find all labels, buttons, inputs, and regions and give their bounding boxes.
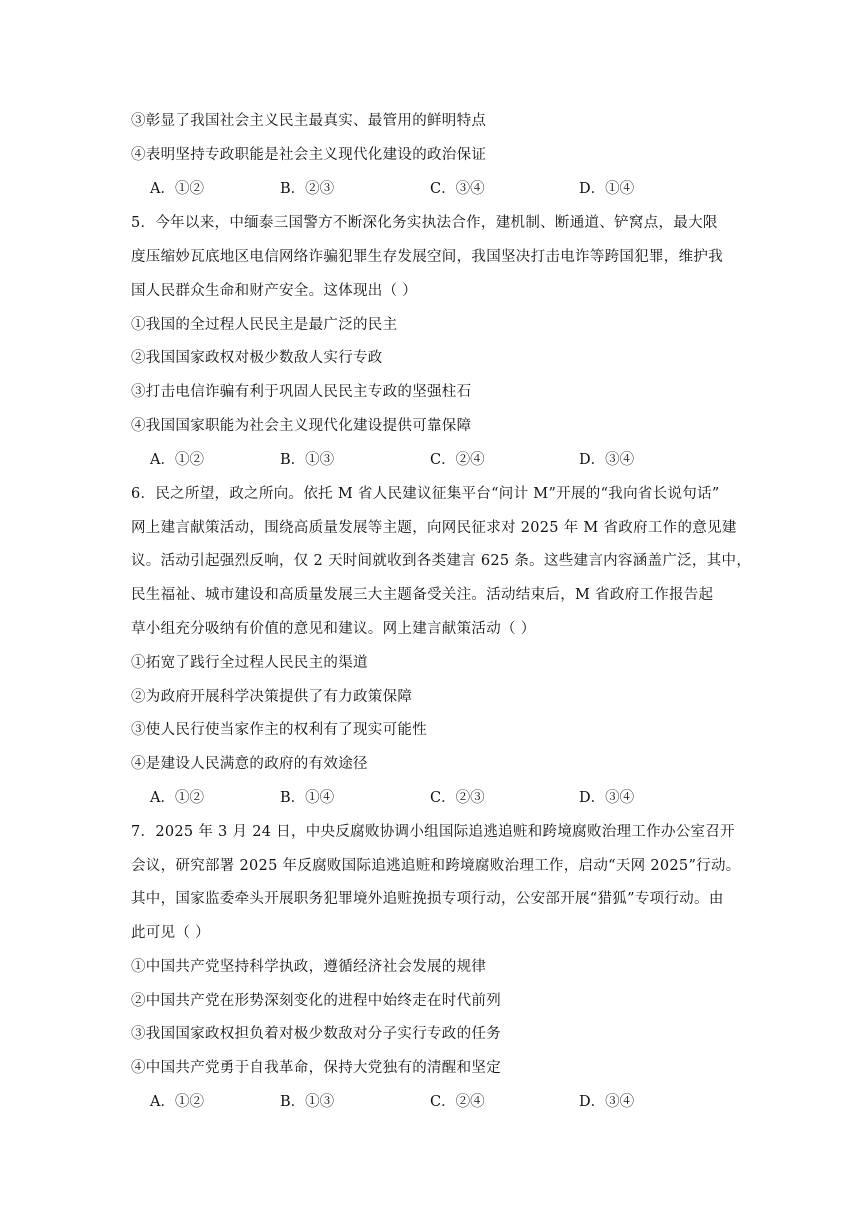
statement-line: ②中国共产党在形势深刻变化的进程中始终走在时代前列 <box>131 993 501 1009</box>
statement-line: ④是建设人民满意的政府的有效途径 <box>131 756 368 772</box>
question-stem-line: 其中，国家监委牵头开展职务犯罪境外追赃挽损专项行动，公安部开展“猎狐”专项行动。由 <box>131 891 724 907</box>
option-b: B．①④ <box>280 790 335 806</box>
options-row <box>150 1092 750 1112</box>
statement-line: ①我国的全过程人民民主是最广泛的民主 <box>131 317 398 333</box>
question-stem-line: 民生福祉、城市建设和高质量发展三大主题备受关注。活动结束后，M 省政府工作报告起 <box>131 587 714 603</box>
option-c: C．③④ <box>430 181 485 197</box>
options-row <box>150 788 750 808</box>
statement-line: ③使人民行使当家作主的权利有了现实可能性 <box>131 722 427 738</box>
statement-line: ④表明坚持专政职能是社会主义现代化建设的政治保证 <box>131 147 487 163</box>
question-stem-line: 度压缩妙瓦底地区电信网络诈骗犯罪生存发展空间，我国坚决打击电诈等跨国犯罪，维护我 <box>131 249 723 265</box>
question-stem-line: 国人民群众生命和财产安全。这体现出（ ） <box>131 283 418 299</box>
option-d: D．③④ <box>579 452 635 468</box>
option-a: A．①② <box>150 181 204 197</box>
statement-line: ③彰显了我国社会主义民主最真实、最管用的鲜明特点 <box>131 113 487 129</box>
option-d: D．③④ <box>579 1094 635 1110</box>
question-stem-line: 7．2025 年 3 月 24 日，中央反腐败协调小组国际追逃追赃和跨境腐败治理工作办公室召开 <box>131 824 735 840</box>
question-stem-line: 议。活动引起强烈反响，仅 2 天时间就收到各类建言 625 条。这些建言内容涵盖广泛，其中， <box>131 553 752 569</box>
statement-line: ④中国共产党勇于自我革命，保持大党独有的清醒和坚定 <box>131 1060 501 1076</box>
option-b: B．②③ <box>280 181 335 197</box>
statement-line: ②我国国家政权对极少数敌人实行专政 <box>131 350 383 366</box>
question-stem-line: 草小组充分吸纳有价值的意见和建议。网上建言献策活动（ ） <box>131 621 536 637</box>
option-b: B．①③ <box>280 1094 335 1110</box>
option-c: C．②③ <box>430 790 485 806</box>
option-d: D．③④ <box>579 790 635 806</box>
option-b: B．①③ <box>280 452 335 468</box>
statement-line: ②为政府开展科学决策提供了有力政策保障 <box>131 689 413 705</box>
option-a: A．①② <box>150 790 204 806</box>
question-stem-line: 会议，研究部署 2025 年反腐败国际追逃追赃和跨境腐败治理工作，启动“天网 2025”行动。 <box>131 858 741 874</box>
statement-line: ③打击电信诈骗有利于巩固人民民主专政的坚强柱石 <box>131 384 472 400</box>
question-stem-line: 此可见（ ） <box>131 925 210 941</box>
question-stem-line: 5．今年以来，中缅泰三国警方不断深化务实执法合作，建机制、断通道、铲窝点，最大限 <box>131 215 718 231</box>
statement-line: ①中国共产党坚持科学执政，遵循经济社会发展的规律 <box>131 959 487 975</box>
option-a: A．①② <box>150 1094 204 1110</box>
options-row <box>150 450 750 470</box>
question-stem-line: 网上建言献策活动，围绕高质量发展等主题，向网民征求对 2025 年 M 省政府工作的意见建 <box>131 520 737 536</box>
option-a: A．①② <box>150 452 204 468</box>
statement-line: ③我国国家政权担负着对极少数敌对分子实行专政的任务 <box>131 1026 501 1042</box>
option-c: C．②④ <box>430 1094 485 1110</box>
option-d: D．①④ <box>579 181 635 197</box>
option-c: C．②④ <box>430 452 485 468</box>
statement-line: ①拓宽了践行全过程人民民主的渠道 <box>131 655 368 671</box>
options-row <box>150 179 750 199</box>
statement-line: ④我国国家职能为社会主义现代化建设提供可靠保障 <box>131 418 472 434</box>
question-stem-line: 6．民之所望，政之所向。依托 M 省人民建议征集平台“问计 M”开展的“我向省长说句话” <box>131 486 720 502</box>
